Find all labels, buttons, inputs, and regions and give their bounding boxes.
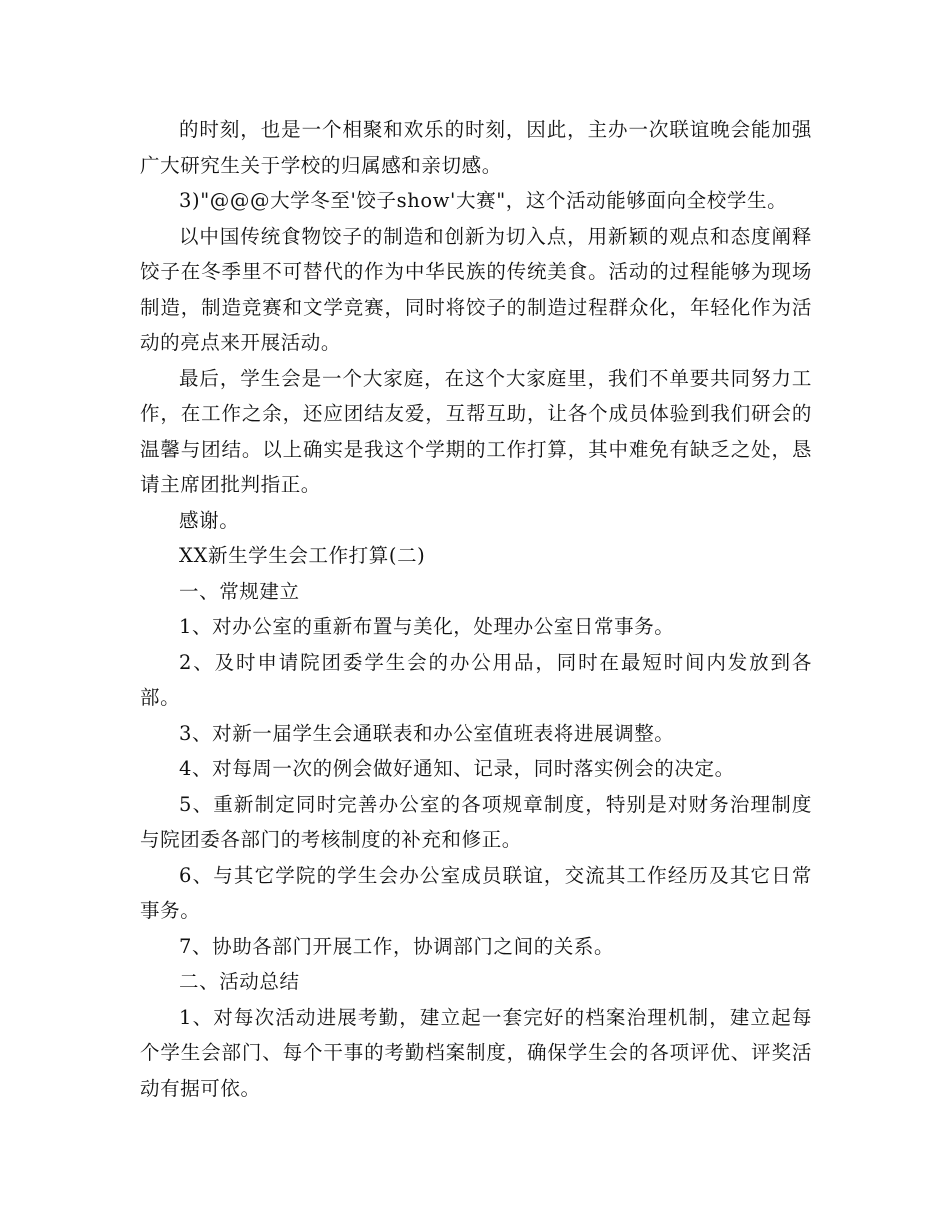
document-body (140, 112, 812, 1106)
heading-1: 一、常规建立 (179, 579, 300, 603)
list-item: 2、及时申请院团委学生会的办公用品，同时在最短时间内发放到各部。 (140, 650, 812, 709)
paragraph-2: 3)"@@@大学冬至'饺子show'大赛"，这个活动能够面向全校学生。 (179, 189, 788, 212)
list-item: 6、与其它学院的学生会办公室成员联谊，交流其工作经历及其它日常事务。 (140, 863, 812, 922)
heading-2: 二、活动总结 (179, 970, 300, 993)
section-title: XX新生学生会工作打算(二) (179, 544, 426, 567)
paragraph-5: 感谢。 (179, 508, 240, 532)
paragraph-3: 以中国传统食物饺子的制造和创新为切入点，用新颖的观点和态度阐释饺子在冬季里不可替代的作为中华民族的传统美食。活动的过程能够为现场制造，制造竞赛和文学竞赛，同时将饺子的制造过程群众化，年轻化作为活动的亮点来开展活动。 (140, 224, 812, 354)
list-item: 1、对办公室的重新布置与美化，处理办公室日常事务。 (179, 615, 675, 638)
list-item: 5、重新制定同时完善办公室的各项规章制度，特别是对财务治理制度与院团委各部门的考核制度的补充和修正。 (140, 792, 812, 851)
list-item: 4、对每周一次的例会做好通知、记录，同时落实例会的决定。 (179, 757, 735, 780)
paragraph-4: 最后，学生会是一个大家庭，在这个大家庭里，我们不单要共同努力工作，在工作之余，还应团结友爱，互帮互助，让各个成员体验到我们研会的温馨与团结。以上确实是我这个学期的工作打算，其中难免有缺乏之处，恳请主席团批判指正。 (140, 366, 812, 496)
list-item: 3、对新一届学生会通联表和办公室值班表将进展调整。 (179, 721, 675, 745)
paragraph-1: 的时刻，也是一个相聚和欢乐的时刻，因此，主办一次联谊晚会能加强广大研究生关于学校的归属感和亲切感。 (140, 118, 812, 177)
list-item: 7、协助各部门开展工作，协调部门之间的关系。 (179, 934, 615, 958)
list-item: 1、对每次活动进展考勤，建立起一套完好的档案治理机制，建立起每个学生会部门、每个干事的考勤档案制度，确保学生会的各项评优、评奖活动有据可依。 (140, 1005, 812, 1100)
